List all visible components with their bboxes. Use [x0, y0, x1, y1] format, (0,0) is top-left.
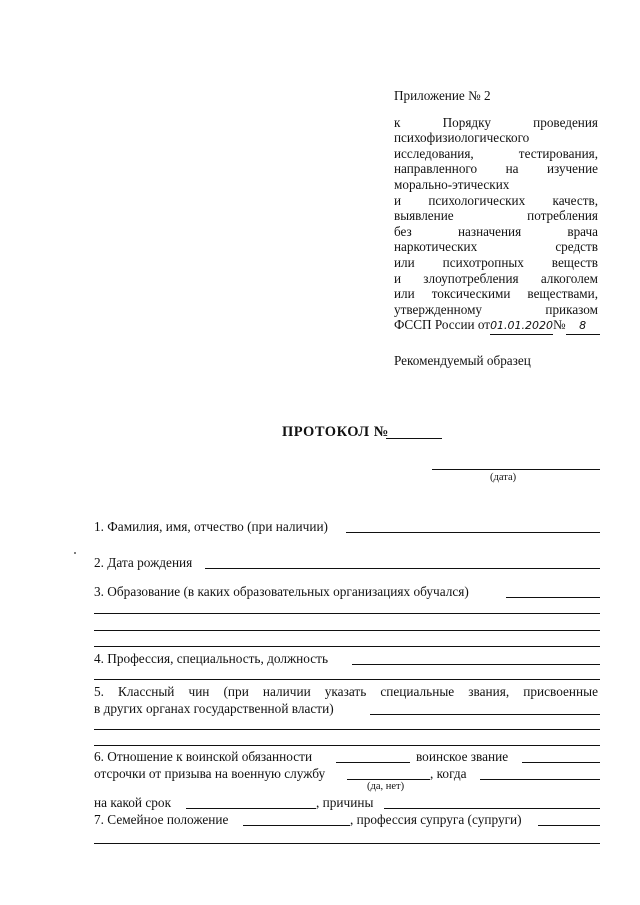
annex-line-8: без назначения врача: [394, 223, 598, 239]
annex-line-11: и злоупотребления алкоголем: [394, 270, 598, 286]
field-5-label-2: в других органах государственной власти): [94, 701, 334, 716]
recommended-sample: Рекомендуемый образец: [394, 352, 531, 368]
annex-line-5: морально-этических: [394, 176, 510, 192]
annex-line-10: или психотропных веществ: [394, 254, 598, 270]
field-3-line-d: [94, 646, 600, 647]
annex-line-13: утвержденному приказом: [394, 301, 598, 317]
field-3-line-c: [94, 630, 600, 631]
field-6-caption: (да, нет): [367, 781, 405, 792]
field-7-line-status: [243, 825, 350, 826]
date-caption: (дата): [490, 472, 517, 483]
annex-line-7: выявление потребления: [394, 208, 598, 224]
date-line: [432, 469, 600, 470]
protocol-title: [282, 424, 389, 441]
annex-block: [394, 88, 598, 369]
field-6-label-reasons: , причины: [316, 795, 374, 810]
field-1-label: 1. Фамилия, имя, отчество (при наличии): [94, 519, 328, 534]
annex-line-4: направленного на изучение: [394, 161, 598, 177]
field-2-line: [205, 568, 600, 569]
field-7-label: 7. Семейное положение: [94, 812, 229, 827]
order-date: 01.01.2020: [490, 317, 553, 335]
field-6-label-rank: воинское звание: [416, 749, 509, 764]
annex-title: Приложение № 2: [394, 88, 491, 103]
annex-order-line: [394, 317, 598, 333]
field-6-line-reasons: [384, 808, 600, 809]
annex-line-6: и психологических качеств,: [394, 192, 598, 208]
field-2-label: 2. Дата рождения: [94, 555, 193, 570]
field-4-line-a: [352, 664, 600, 665]
annex-line-1: к Порядку проведения: [394, 114, 598, 130]
stray-dot: [74, 552, 76, 554]
field-3-line-b: [94, 613, 600, 614]
field-5-label-1: 5. Классный чин (при наличии указать специальные звания, присвоенные: [94, 684, 598, 699]
order-prefix: ФССП России от: [394, 317, 491, 333]
order-no-sign: №: [553, 317, 566, 333]
field-6-line-rank: [522, 762, 600, 763]
protocol-number-line: [386, 438, 442, 439]
field-4-label: 4. Профессия, специальность, должность: [94, 651, 329, 666]
field-3-label: 3. Образование (в каких образовательных организациях обучался): [94, 584, 469, 599]
field-6-label-when: , когда: [430, 766, 467, 781]
field-4-line-b: [94, 679, 600, 680]
field-5-line-b: [94, 729, 600, 730]
field-1-line: [346, 532, 600, 533]
annex-line-12: или токсическими веществами,: [394, 286, 598, 302]
field-5-line-a: [370, 714, 600, 715]
field-6-label-2: отсрочки от призыва на военную службу: [94, 766, 326, 781]
field-7-line-spouse: [538, 825, 600, 826]
field-6-line-term: [186, 808, 316, 809]
field-6-label-3: на какой срок: [94, 795, 172, 810]
annex-line-9: наркотических средств: [394, 239, 598, 255]
order-number: 8: [566, 317, 600, 335]
field-6-line-military: [336, 762, 410, 763]
protocol-title-text: ПРОТОКОЛ №: [282, 424, 389, 440]
field-7-line-b: [94, 843, 600, 844]
field-6-line-when: [480, 779, 600, 780]
field-6-label-1: 6. Отношение к воинской обязанности: [94, 749, 313, 764]
field-5-line-c: [94, 745, 600, 746]
field-6-line-deferral: [347, 779, 430, 780]
annex-line-2: психофизиологического: [394, 130, 530, 146]
field-7-label-spouse: , профессия супруга (супруги): [350, 812, 522, 827]
field-3-line-a: [506, 597, 600, 598]
annex-line-3: исследования, тестирования,: [394, 145, 598, 161]
